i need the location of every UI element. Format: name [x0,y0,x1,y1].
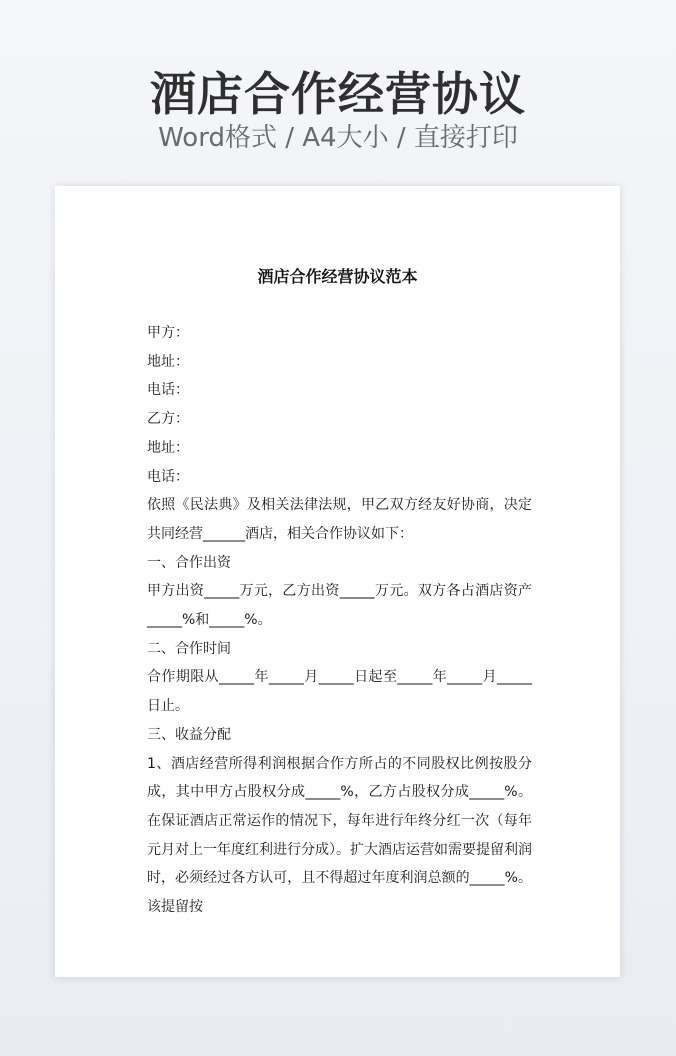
phone-b-line: 电话： [147,468,189,485]
phone-a-line: 电话： [147,382,189,399]
section1-paragraph: 甲方出资_____万元，乙方出资_____万元。双方各占酒店资产_____%和_____%。 [147,583,532,629]
address-a-line: 地址： [147,353,189,370]
party-b-line: 乙方： [147,411,189,428]
party-a-line: 甲方： [147,325,189,341]
banner-title: 酒店合作经营协议 [150,67,526,121]
banner-subtitle: Word格式 / A4大小 / 直接打印 [158,123,518,153]
section2-paragraph: 合作期限从_____年_____月_____日起至_____年_____月_____日止。 [147,669,532,715]
section3-paragraph: 1、酒店经营所得利润根据合作方所占的不同股权比例按股分成，其中甲方占股权分成_____%，乙方占股权分成_____%。在保证酒店正常运作的情况下，每年进行年终分红一次（每年元月对上一年度红利进行分成）。扩大酒店运营如需要提留利润时，必须经过各方认可，且不得超过年度利润总额的_____%。该提留按 [147,755,532,916]
document-body [147,319,532,922]
section3-heading: 三、收益分配 [147,726,231,743]
section2-heading: 二、合作时间 [147,640,231,657]
address-b-line: 地址： [147,439,189,456]
document-page [55,186,620,977]
intro-paragraph: 依照《民法典》及相关法律法规，甲乙双方经友好协商，决定共同经营______酒店，相关合作协议如下： [147,497,532,542]
document-title: 酒店合作经营协议范本 [257,267,418,286]
section1-heading: 一、合作出资 [147,554,231,571]
